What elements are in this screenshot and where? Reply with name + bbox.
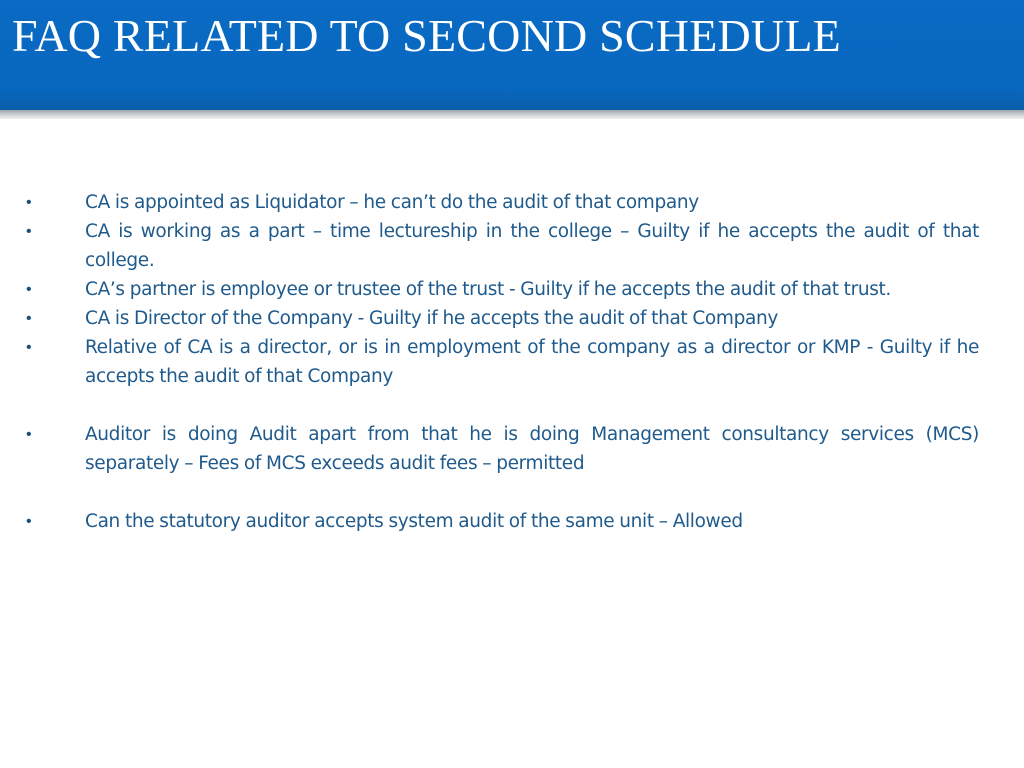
bullet-text: CA is Director of the Company - Guilty if he accepts the audit of that Company xyxy=(85,308,778,329)
bullet-text: CA is working as a part – time lectureship in the college – Guilty if he accepts the audit of that college. xyxy=(85,221,979,271)
bullet-marker: • xyxy=(26,310,32,327)
bullet-item-lectureship xyxy=(0,217,1024,275)
bullet-text: Auditor is doing Audit apart from that he is doing Management consultancy services (MCS) separately – Fees of MCS exceeds audit fees – permitted xyxy=(85,424,979,474)
bullet-text: Relative of CA is a director, or is in employment of the company as a director or KMP - Guilty if he accepts the audit of that Company xyxy=(85,337,979,387)
bullet-text: CA is appointed as Liquidator – he can’t do the audit of that company xyxy=(85,192,699,213)
bullet-item-director xyxy=(0,304,1024,333)
bullet-marker: • xyxy=(26,223,32,240)
bullet-marker: • xyxy=(26,513,32,530)
bullet-item-partner-trustee xyxy=(0,275,1024,304)
bullet-list xyxy=(0,188,1024,536)
bullet-item-system-audit xyxy=(0,507,1024,536)
bullet-marker: • xyxy=(26,339,32,356)
bullet-marker: • xyxy=(26,281,32,298)
bullet-item-mcs xyxy=(0,420,1024,478)
bullet-marker: • xyxy=(26,194,32,211)
slide-title: FAQ RELATED TO SECOND SCHEDULE xyxy=(12,10,841,61)
bullet-item-relative xyxy=(0,333,1024,391)
title-bar xyxy=(0,0,1024,110)
title-bar-shadow xyxy=(0,110,1024,119)
bullet-item-liquidator xyxy=(0,188,1024,217)
bullet-marker: • xyxy=(26,426,32,443)
bullet-text: Can the statutory auditor accepts system audit of the same unit – Allowed xyxy=(85,511,743,532)
bullet-text: CA’s partner is employee or trustee of the trust - Guilty if he accepts the audit of that trust. xyxy=(85,279,891,300)
